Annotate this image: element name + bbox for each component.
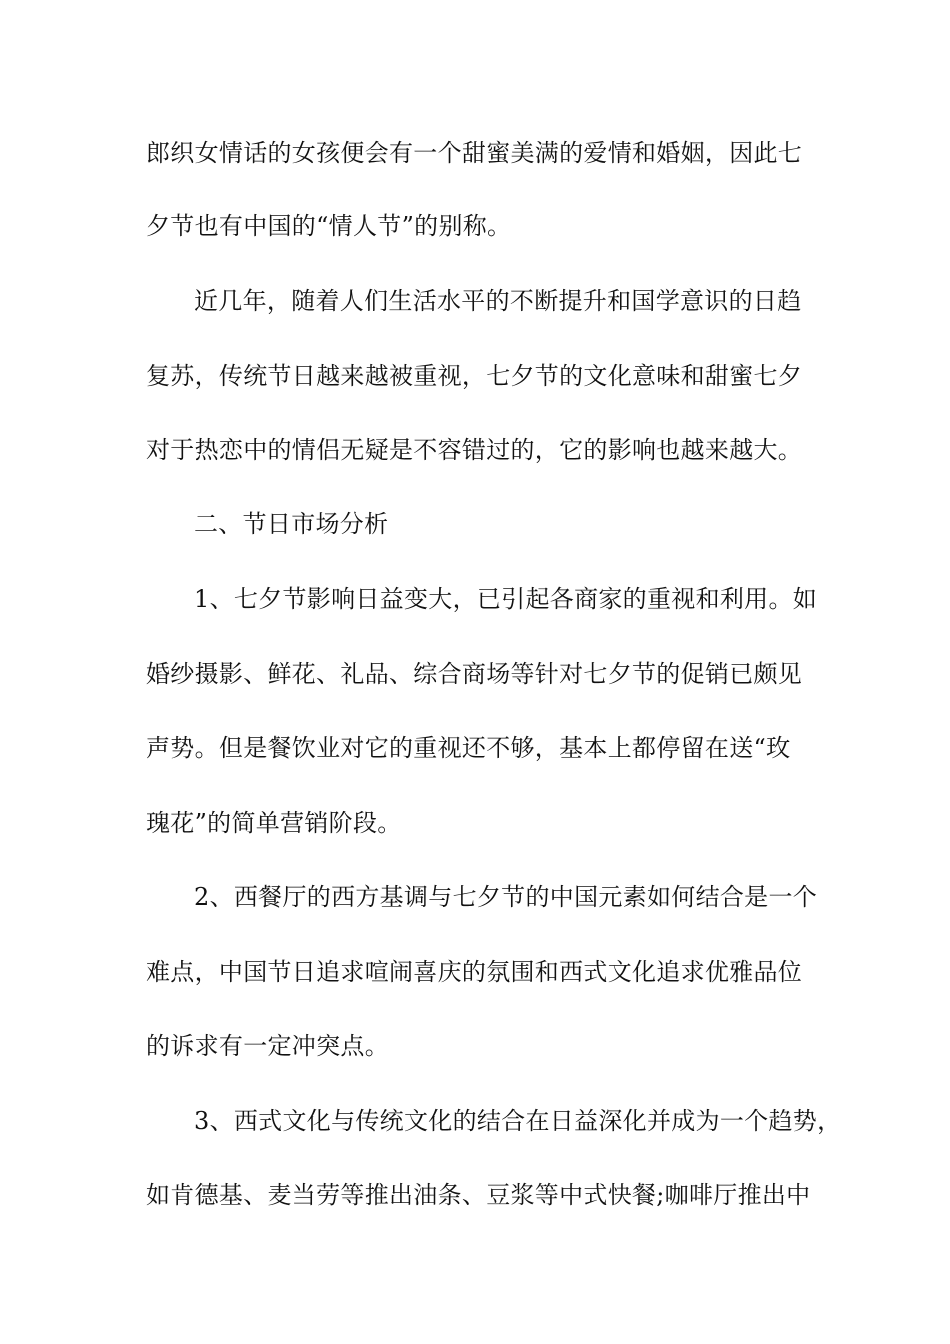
text-line: 如肯德基、麦当劳等推出油条、豆浆等中式快餐;咖啡厅推出中 xyxy=(146,1181,811,1209)
paragraph-first-line: 2、西餐厅的西方基调与七夕节的中国元素如何结合是一个 xyxy=(194,883,818,911)
paragraph-first-line: 近几年，随着人们生活水平的不断提升和国学意识的日趋 xyxy=(194,287,802,315)
text-line: 的诉求有一定冲突点。 xyxy=(146,1032,389,1060)
text-line: 对于热恋中的情侣无疑是不容错过的，它的影响也越来越大。 xyxy=(146,436,803,464)
text-line: 瑰花”的简单营销阶段。 xyxy=(146,809,402,837)
text-line: 复苏，传统节日越来越被重视，七夕节的文化意味和甜蜜七夕 xyxy=(146,362,803,390)
section-heading: 二、节日市场分析 xyxy=(194,510,389,538)
text-line: 声势。但是餐饮业对它的重视还不够，基本上都停留在送“玫 xyxy=(146,734,791,762)
text-line: 难点，中国节日追求喧闹喜庆的氛围和西式文化追求优雅品位 xyxy=(146,958,803,986)
text-line: 婚纱摄影、鲜花、礼品、综合商场等针对七夕节的促销已颇见 xyxy=(146,660,803,688)
paragraph-first-line: 3、西式文化与传统文化的结合在日益深化并成为一个趋势， xyxy=(194,1107,842,1135)
text-line: 夕节也有中国的“情人节”的别称。 xyxy=(146,212,512,240)
text-line: 郎织女情话的女孩便会有一个甜蜜美满的爱情和婚姻，因此七 xyxy=(146,139,803,167)
paragraph-first-line: 1、七夕节影响日益变大，已引起各商家的重视和利用。如 xyxy=(194,585,818,613)
